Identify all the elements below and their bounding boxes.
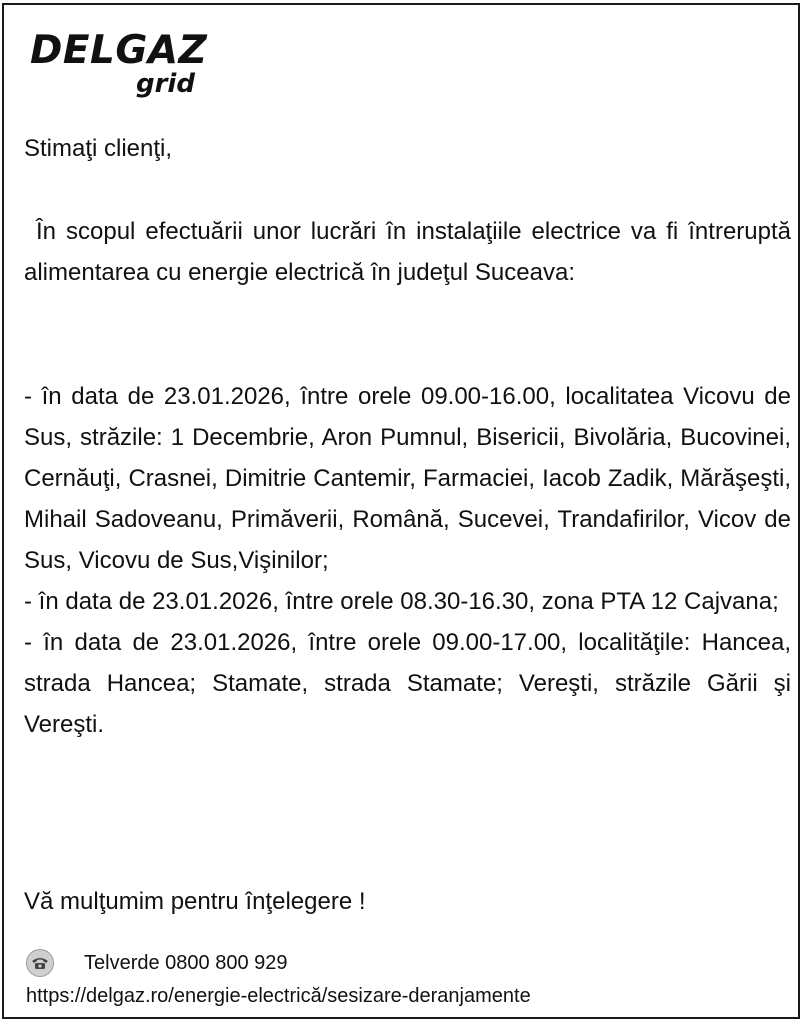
greeting: Stimaţi clienţi,	[24, 135, 173, 162]
notice-frame	[2, 3, 800, 1019]
outage-item-vicovu-de-sus: - în data de 23.01.2026, între orele 09.00-16.00, localitatea Vicovu de Sus, străzile: 1 Decembrie, Aron Pumnul, Bisericii, Bivolăria, Bucovinei, Cernăuţi, Crasnei, Dimitrie Cantemir, Farmaciei, Iacob Zadik, Mărăşeşti, Mihail Sadoveanu, Primăverii, Română, Sucevei, Trandafirilor, Vicov de Sus, Vicovu de Sus,Vişinilor;	[24, 383, 791, 574]
intro-paragraph: În scopul efectuării unor lucrări în instalaţiile electrice va fi întreruptă alimentarea cu energie electrică în judeţul Suceava:	[24, 218, 791, 286]
logo-sub-text: grid	[136, 69, 195, 99]
closing-thanks: Vă mulţumim pentru înţelegere !	[24, 888, 366, 915]
outage-report-link[interactable]: https://delgaz.ro/energie-electrică/sesizare-deranjamente	[26, 985, 531, 1007]
outage-list	[24, 376, 791, 745]
outage-item-cajvana: - în data de 23.01.2026, între orele 08.30-16.30, zona PTA 12 Cajvana;	[24, 588, 779, 615]
phone-number-text: Telverde 0800 800 929	[84, 951, 288, 974]
delgaz-grid-logo	[30, 29, 220, 103]
outage-item-hancea-stamate-veresti: - în data de 23.01.2026, între orele 09.00-17.00, localităţile: Hancea, strada Hancea; Stamate, strada Stamate; Vereşti, străzile Gării şi Vereşti.	[24, 629, 791, 738]
logo-brand-text: DELGAZ	[30, 28, 208, 73]
contact-phone	[26, 949, 288, 977]
telephone-icon	[26, 949, 54, 977]
